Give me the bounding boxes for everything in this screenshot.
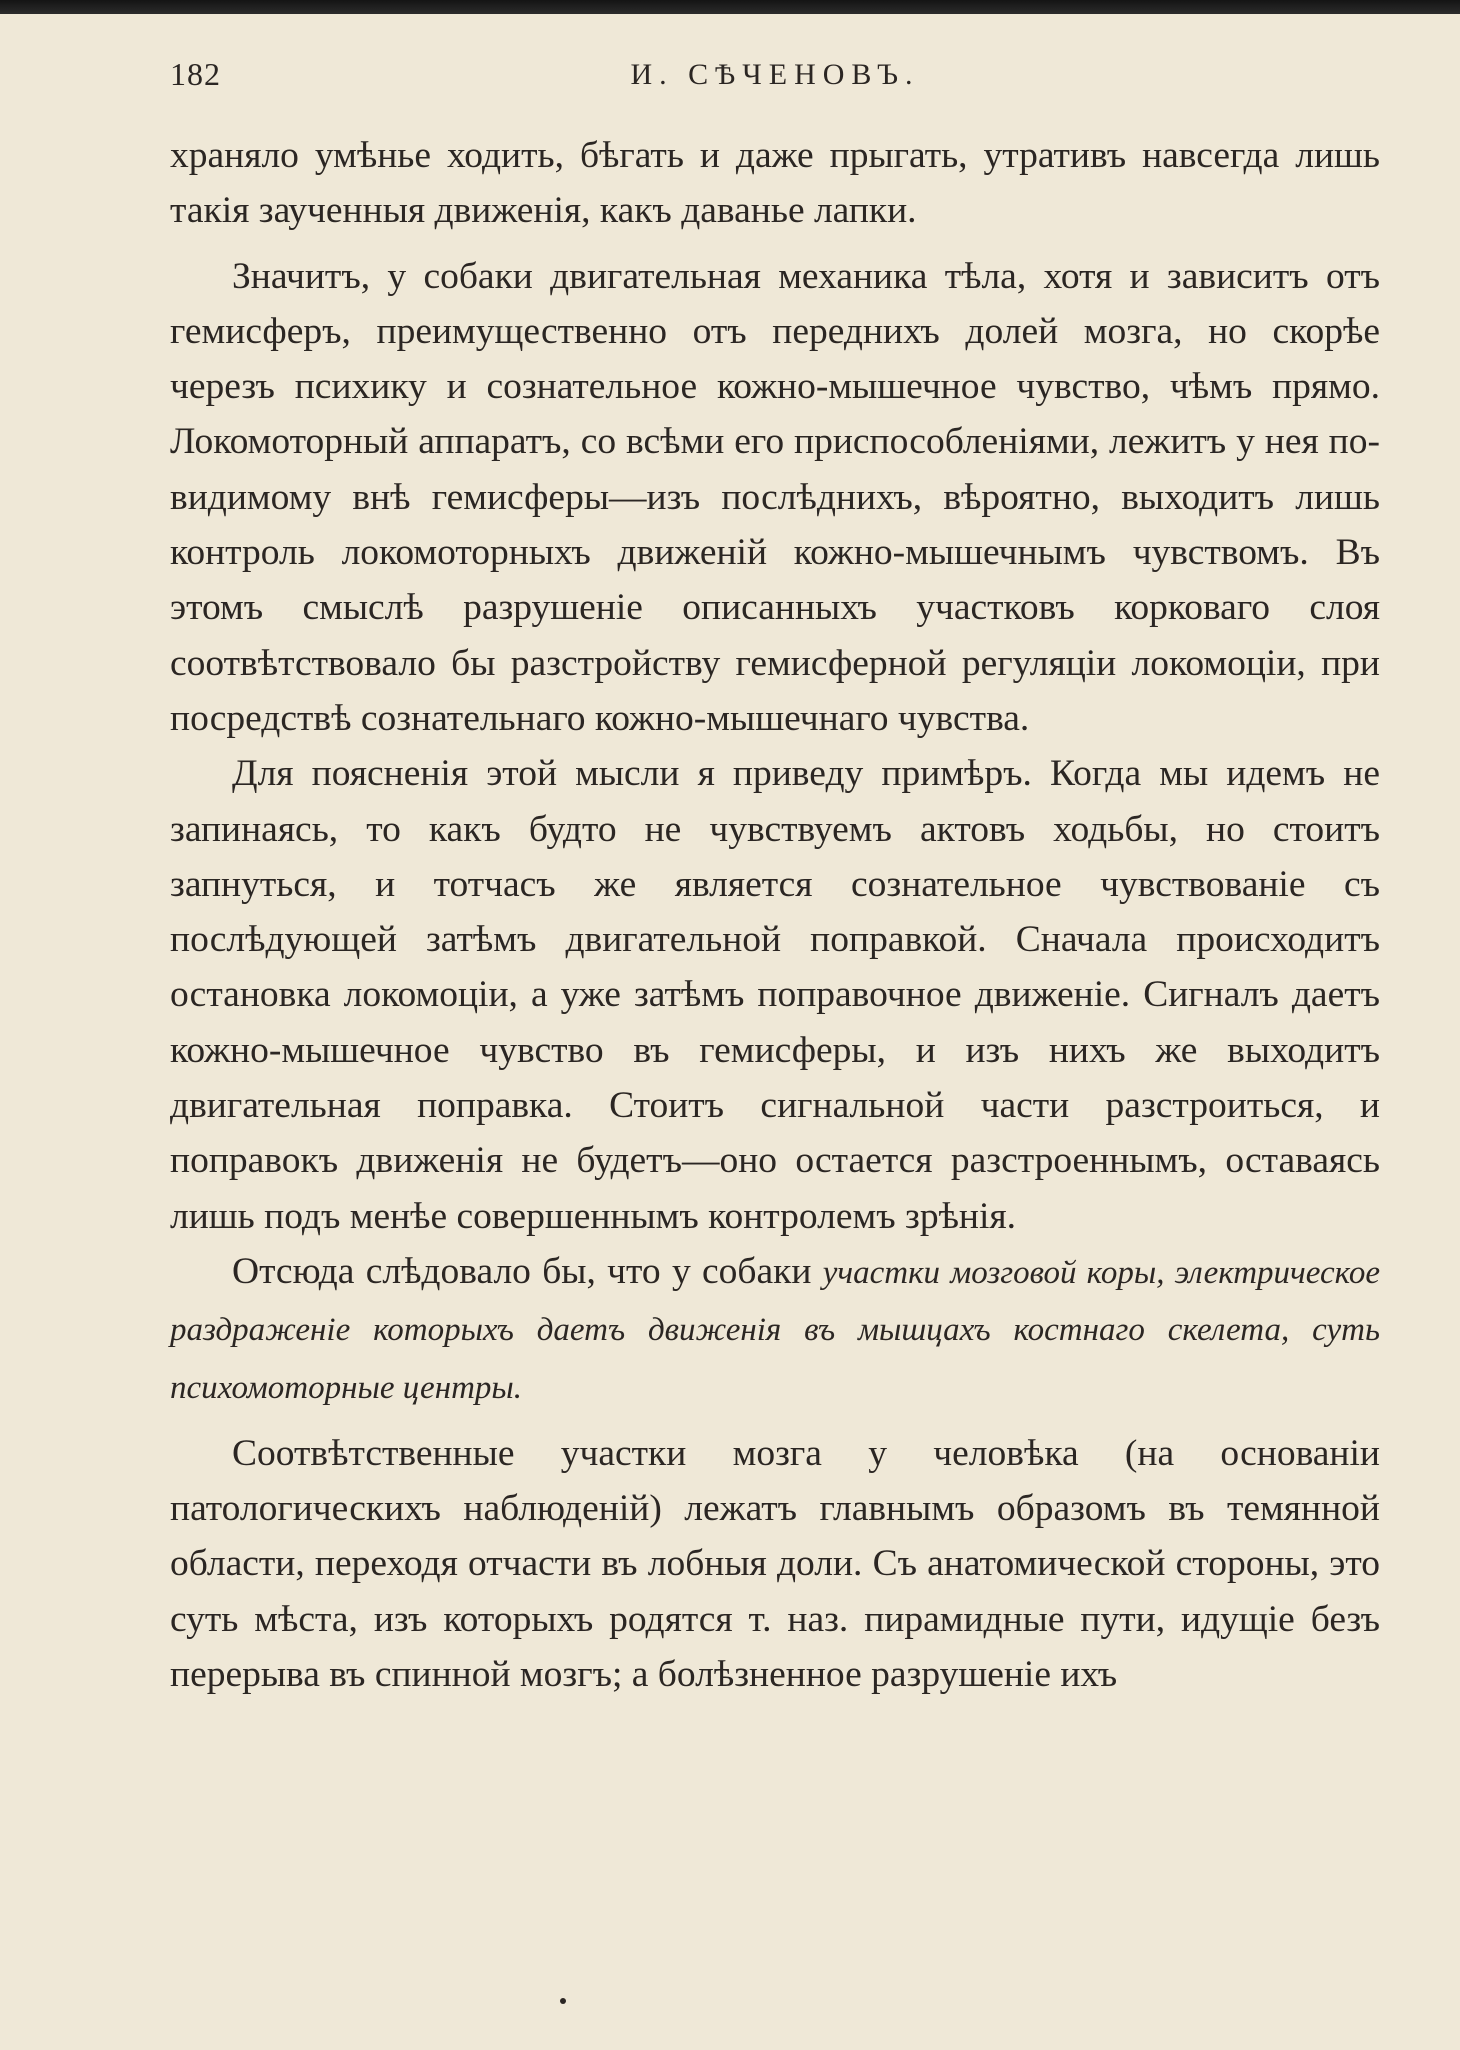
book-page: [170, 52, 1380, 1702]
paragraph-3: Для поясненія этой мысли я приведу примѣръ. Когда мы идемъ не запинаясь, то какъ будто не чувствуемъ актовъ ходьбы, но стоитъ запнуться, и тотчасъ же является сознательное чувствованіе съ послѣдующей затѣмъ двигательной поправкой. Сначала происходитъ остановка локомоціи, а уже затѣмъ поправочное движеніе. Сигналъ даетъ кожно-мышечное чувство въ гемисферы, и изъ нихъ же выходитъ двигательная поправка. Стоитъ сигнальной части разстроиться, и поправокъ движенія не будетъ—оно остается разстроеннымъ, оставаясь лишь подъ менѣе совершеннымъ контролемъ зрѣнія.: [170, 753, 1380, 1237]
page-number: 182: [170, 56, 221, 92]
paragraph-4: [170, 1244, 1380, 1416]
paragraph-4-italic: участки мозговой коры, электрическое раздраженіе которыхъ даетъ движенія въ мышцахъ костнаго скелета, суть психомоторные центры.: [170, 1254, 1380, 1406]
running-title: И. СѢЧЕНОВЪ.: [630, 58, 920, 91]
paragraph-2: Значитъ, у собаки двигательная механика тѣла, хотя и зависитъ отъ гемисферъ, преимущественно отъ переднихъ долей мозга, но скорѣе черезъ психику и сознательное кожно-мышечное чувство, чѣмъ прямо. Локомоторный аппаратъ, со всѣми его приспособленіями, лежитъ у нея по-видимому внѣ гемисферы—изъ послѣднихъ, вѣроятно, выходитъ лишь контроль локомоторныхъ движеній кожно-мышечнымъ чувствомъ. Въ этомъ смыслѣ разрушеніе описанныхъ участковъ корковаго слоя соотвѣтствовало бы разстройству гемисферной регуляціи локомоціи, при посредствѣ сознательнаго кожно-мышечнаго чувства.: [170, 255, 1380, 739]
running-head: [170, 52, 1380, 106]
paragraph-5: Соотвѣтственные участки мозга у человѣка (на основаніи патологическихъ наблюденій) лежатъ главнымъ образомъ въ темянной области, переходя отчасти въ лобныя доли. Съ анатомической стороны, это суть мѣста, изъ которыхъ родятся т. наз. пирамидные пути, идущіе безъ перерыва въ спинной мозгъ; а болѣзненное разрушеніе ихъ: [170, 1432, 1380, 1696]
paragraph-4-lead: Отсюда слѣдовало бы, что у собаки: [232, 1250, 823, 1292]
paragraph-1: храняло умѣнье ходить, бѣгать и даже прыгать, утративъ навсегда лишь такія заученныя движенія, какъ даванье лапки.: [170, 135, 1380, 232]
print-mark-dot: [560, 1998, 566, 2004]
page-top-edge: [0, 0, 1460, 14]
body-text: [170, 128, 1380, 1702]
